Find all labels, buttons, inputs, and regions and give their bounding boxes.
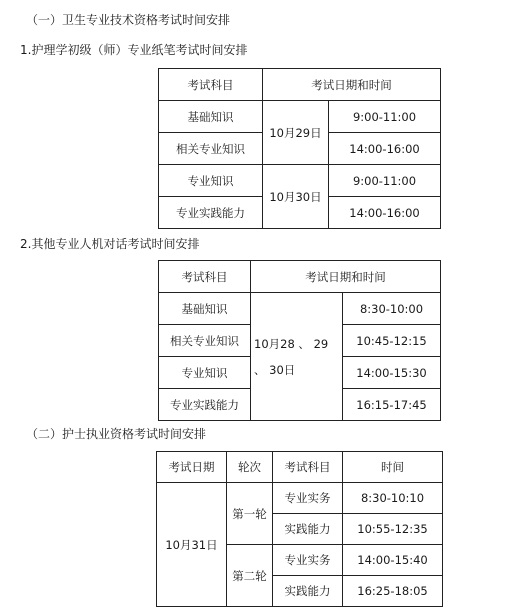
- subject-cell: 相关专业知识: [159, 325, 251, 357]
- date-cell: 10月31日: [157, 483, 227, 607]
- subject-cell: 基础知识: [159, 101, 263, 133]
- table-row: [157, 483, 443, 514]
- subject-cell: 相关专业知识: [159, 133, 263, 165]
- time-cell: 10:55-12:35: [343, 514, 443, 545]
- subject-cell: 专业实践能力: [159, 389, 251, 421]
- time-cell: 9:00-11:00: [329, 101, 441, 133]
- time-cell: 8:30-10:00: [343, 293, 441, 325]
- subject-cell: 专业实践能力: [159, 197, 263, 229]
- header-subject: 考试科目: [273, 452, 343, 483]
- round-cell: 第一轮: [227, 483, 273, 545]
- time-cell: 9:00-11:00: [329, 165, 441, 197]
- section2-heading: （二）护士执业资格考试时间安排: [26, 427, 207, 441]
- table1-title: 1.护理学初级（师）专业纸笔考试时间安排: [20, 43, 248, 57]
- table-row: [159, 101, 441, 133]
- time-cell: 16:25-18:05: [343, 576, 443, 607]
- time-cell: 14:00-15:30: [343, 357, 441, 389]
- round-cell: 第二轮: [227, 545, 273, 607]
- table-row: [159, 165, 441, 197]
- subject-cell: 专业实务: [273, 483, 343, 514]
- date-cell: 10月28 、 29 、 30日: [251, 293, 343, 421]
- time-cell: 8:30-10:10: [343, 483, 443, 514]
- table-nursing-paper-exam: [158, 68, 441, 229]
- table-row: [159, 293, 441, 325]
- date-cell: 10月30日: [263, 165, 329, 229]
- table-header-row: [157, 452, 443, 483]
- header-datetime: 考试日期和时间: [263, 69, 441, 101]
- table-header-row: [159, 261, 441, 293]
- table-header-row: [159, 69, 441, 101]
- header-subject: 考试科目: [159, 261, 251, 293]
- header-round: 轮次: [227, 452, 273, 483]
- time-cell: 16:15-17:45: [343, 389, 441, 421]
- table-nurse-license-exam: [156, 451, 443, 607]
- table2-title: 2.其他专业人机对话考试时间安排: [20, 237, 200, 251]
- time-cell: 14:00-16:00: [329, 197, 441, 229]
- subject-cell: 专业知识: [159, 357, 251, 389]
- subject-cell: 专业知识: [159, 165, 263, 197]
- table-computer-exam: [158, 260, 441, 421]
- subject-cell: 基础知识: [159, 293, 251, 325]
- subject-cell: 实践能力: [273, 576, 343, 607]
- date-cell: 10月29日: [263, 101, 329, 165]
- time-cell: 14:00-15:40: [343, 545, 443, 576]
- subject-cell: 专业实务: [273, 545, 343, 576]
- section1-heading: （一）卫生专业技术资格考试时间安排: [26, 13, 231, 27]
- header-datetime: 考试日期和时间: [251, 261, 441, 293]
- time-cell: 10:45-12:15: [343, 325, 441, 357]
- header-date: 考试日期: [157, 452, 227, 483]
- header-time: 时间: [343, 452, 443, 483]
- time-cell: 14:00-16:00: [329, 133, 441, 165]
- subject-cell: 实践能力: [273, 514, 343, 545]
- header-subject: 考试科目: [159, 69, 263, 101]
